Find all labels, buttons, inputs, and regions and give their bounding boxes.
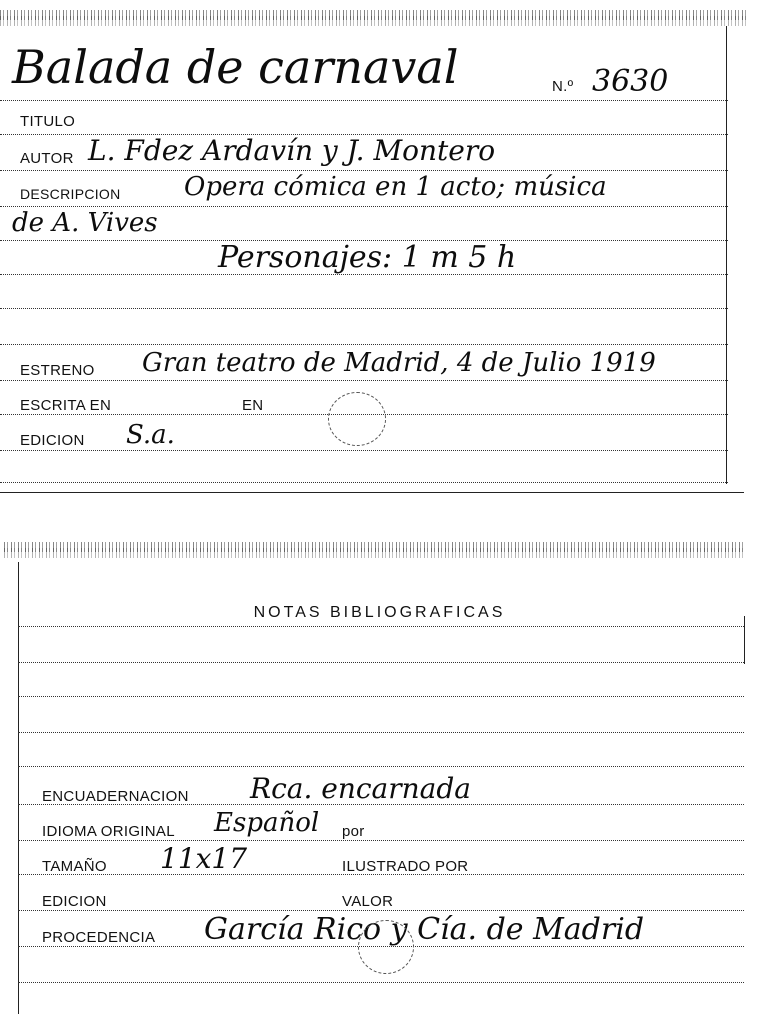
estreno-value: Gran teatro de Madrid, 4 de Julio 1919 xyxy=(142,348,656,378)
ruled-line xyxy=(18,840,744,841)
descripcion-value-line1: Opera cómica en 1 acto; música xyxy=(184,172,607,202)
ruled-line xyxy=(18,662,744,663)
idioma-original-label: IDIOMA ORIGINAL xyxy=(42,823,175,840)
ruled-line xyxy=(0,344,728,345)
por-label: por xyxy=(342,823,365,840)
catalog-card-front xyxy=(0,0,759,500)
edicion-value: S.a. xyxy=(126,420,175,450)
procedencia-value: García Rico y Cía. de Madrid xyxy=(204,912,645,947)
card-right-border xyxy=(726,26,727,484)
en-label: EN xyxy=(242,397,264,414)
procedencia-label: PROCEDENCIA xyxy=(42,929,156,946)
edicion-label: EDICION xyxy=(20,432,85,449)
ruled-line xyxy=(18,910,744,911)
encuadernacion-value: Rca. encarnada xyxy=(250,772,471,805)
ruled-line xyxy=(0,308,728,309)
card-bottom-border xyxy=(0,492,744,493)
estreno-label: ESTRENO xyxy=(20,362,95,379)
autor-value: L. Fdez Ardavín y J. Montero xyxy=(88,134,496,167)
ruled-line xyxy=(0,100,728,101)
ruled-line xyxy=(0,206,728,207)
title-value: Balada de carnaval xyxy=(12,40,459,94)
ruled-line xyxy=(0,170,728,171)
idioma-original-value: Español xyxy=(214,808,320,838)
valor-label: VALOR xyxy=(342,893,394,910)
ruled-line xyxy=(0,380,728,381)
catalog-number: 3630 xyxy=(592,64,669,99)
descripcion-label: DESCRIPCION xyxy=(20,186,121,202)
ruled-line xyxy=(0,450,728,451)
punch-hole xyxy=(328,392,386,446)
punch-hole xyxy=(358,920,414,974)
tamano-value: 11x17 xyxy=(160,842,248,875)
escrita-en-label: ESCRITA EN xyxy=(20,397,112,414)
titulo-label: TITULO xyxy=(20,113,76,130)
ruled-line xyxy=(18,982,744,983)
personajes-value: Personajes: 1 m 5 h xyxy=(218,240,517,275)
card-right-border xyxy=(744,616,745,664)
ilustrado-por-label: ILUSTRADO POR xyxy=(342,858,469,875)
notes-title: NOTAS BIBLIOGRAFICAS xyxy=(253,604,506,621)
number-label: N.º xyxy=(552,78,574,95)
edicion-back-label: EDICION xyxy=(42,893,107,910)
ruled-line xyxy=(18,732,744,733)
encuadernacion-label: ENCUADERNACION xyxy=(42,788,189,805)
ruled-line xyxy=(18,696,744,697)
card-top-edge-shadow xyxy=(0,16,747,26)
ruled-line xyxy=(18,626,744,627)
tamano-label: TAMAÑO xyxy=(42,858,107,875)
card-top-edge-shadow xyxy=(4,548,743,558)
ruled-line xyxy=(18,766,744,767)
ruled-line xyxy=(0,482,728,483)
autor-label: AUTOR xyxy=(20,150,74,167)
descripcion-value-line2: de A. Vives xyxy=(12,208,158,238)
